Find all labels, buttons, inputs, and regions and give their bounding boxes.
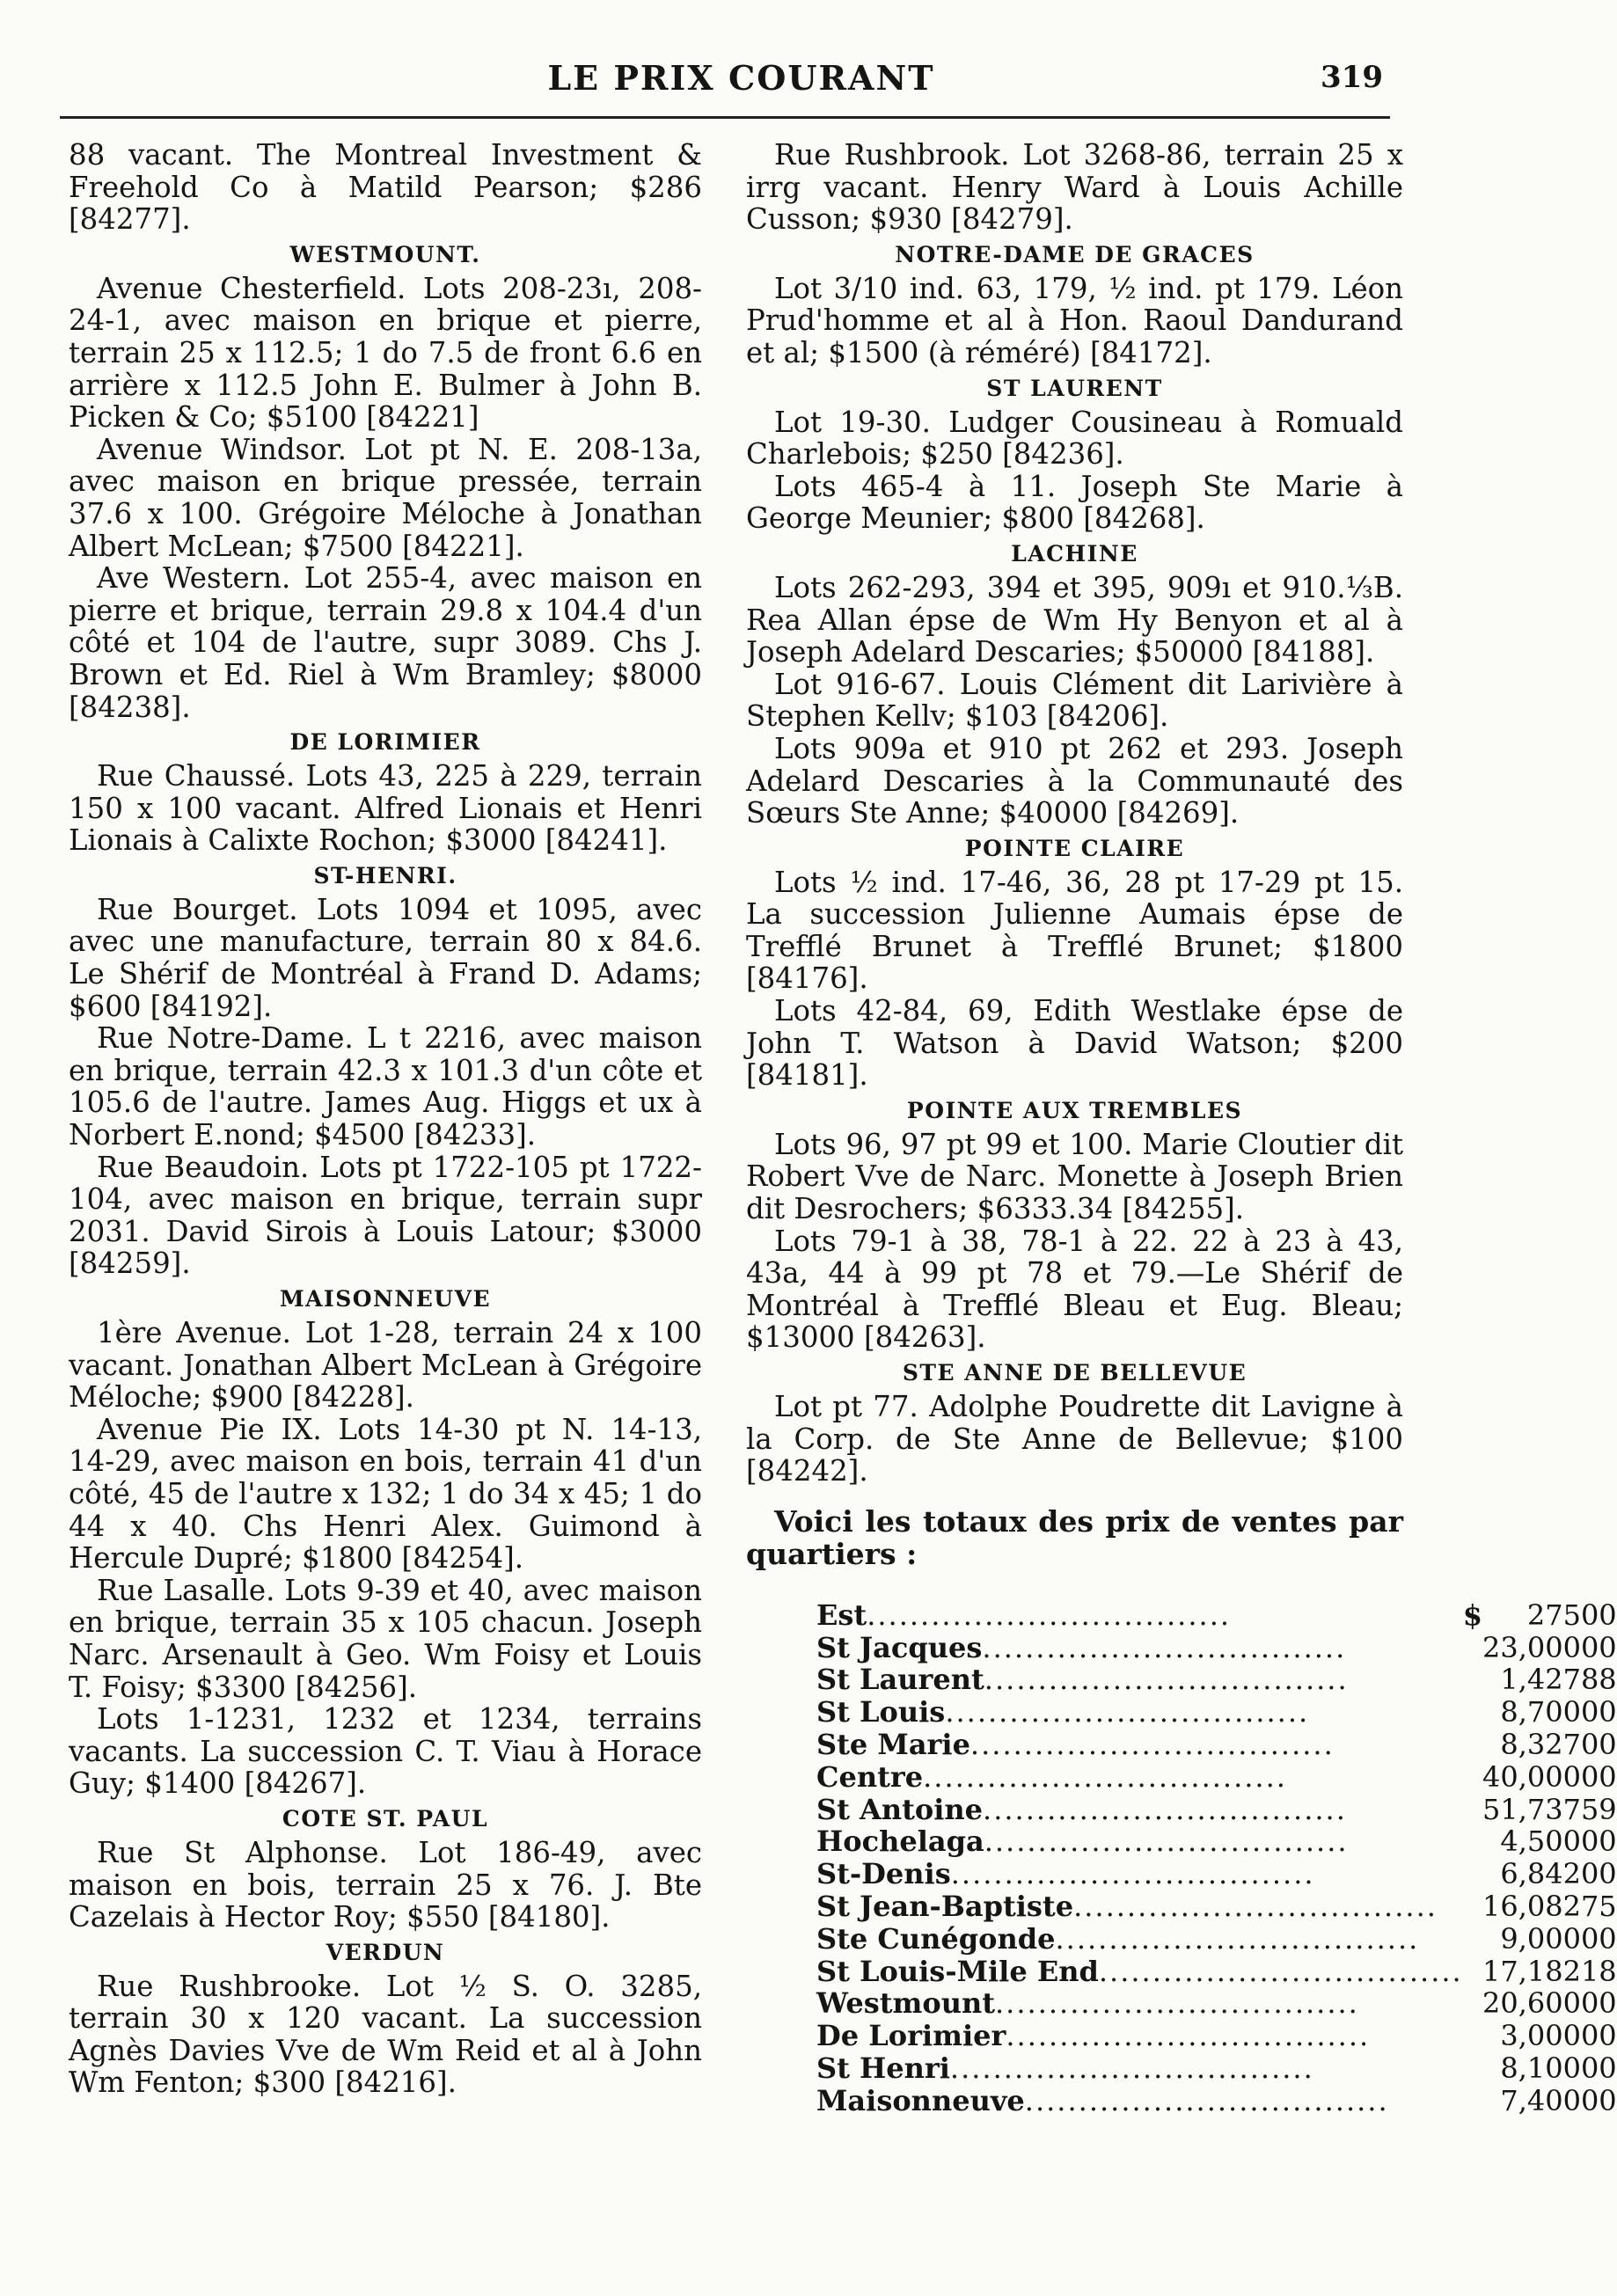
quarter-name: St Antoine — [816, 1792, 984, 1826]
leader-dots: .................................. — [1098, 1954, 1463, 1988]
section-heading-pointe-claire: POINTE CLAIRE — [964, 835, 1185, 861]
totals-table — [816, 1599, 1617, 2117]
totals-row — [816, 1858, 1617, 1890]
leader-dots: .................................. — [984, 1663, 1349, 1697]
totals-row — [816, 2052, 1617, 2085]
sale-entry: Lots 96, 97 pt 99 et 100. Marie Cloutier dit Robert Vve de Narc. Monette à Joseph Brien dit Desrochers; $6333.34 [84255]. — [746, 1127, 1403, 1226]
leader-dots: .................................. — [1055, 1921, 1420, 1956]
quarter-name: St Laurent — [816, 1663, 984, 1697]
sale-entry: 88 vacant. The Montreal Investment & Freehold Co à Matild Pearson; $286 [84277]. — [69, 138, 702, 237]
sale-entry: Lots ½ ind. 17-46, 36, 28 pt 17-29 pt 15. La succession Julienne Aumais épse de Trefflé Brunet à Trefflé Brunet; $1800 [84176]. — [746, 865, 1403, 996]
sale-entry: Lots 42-84, 69, Edith Westlake épse de John T. Watson à David Watson; $200 [84181]. — [746, 994, 1403, 1093]
section-heading-cote-st-paul: COTE ST. PAUL — [282, 1805, 489, 1832]
total-cents: 18 — [1580, 1954, 1617, 1988]
sale-entry: Lots 262-293, 394 et 395, 909ı et 910.⅓B. Rea Allan épse de Wm Hy Benyon et al à Joseph Adelard Descaries; $50000 [84188]. — [746, 570, 1403, 669]
section-heading-westmount: WESTMOUNT. — [289, 241, 481, 267]
quarter-name: St Jacques — [816, 1630, 983, 1664]
quarter-name: St Louis-Mile End — [816, 1954, 1099, 1988]
section-heading-lachine: LACHINE — [1011, 540, 1138, 567]
totals-row — [816, 1923, 1617, 1956]
total-amount: 7,400 — [1500, 2083, 1581, 2117]
sale-entry: Avenue Windsor. Lot pt N. E. 208-13a, avec maison en brique pressée, terrain 37.6 x 100. Grégoire Méloche à Jonathan Albert McLean; $7500 [84221]. — [69, 432, 702, 563]
total-cents: 59 — [1580, 1792, 1617, 1826]
section-heading-st-laurent: ST LAURENT — [986, 375, 1163, 401]
total-amount: 8,100 — [1500, 2051, 1581, 2085]
section-heading-verdun: VERDUN — [326, 1939, 445, 1965]
quarter-name: Westmount — [816, 1986, 995, 2021]
total-cents: 00 — [1580, 1824, 1617, 1859]
total-amount: 6,842 — [1500, 1857, 1581, 1891]
section-heading-pointe-aux-trembles: POINTE AUX TREMBLES — [906, 1097, 1243, 1123]
quarter-name: Hochelaga — [816, 1824, 984, 1859]
total-cents: 00 — [1580, 2051, 1617, 2085]
leader-dots: .................................. — [923, 1759, 1287, 1794]
total-cents: 88 — [1580, 1663, 1617, 1697]
leader-dots: .................................. — [949, 2051, 1314, 2085]
page-number: 319 — [1321, 60, 1383, 95]
quarter-name: St-Denis — [816, 1857, 951, 1891]
total-amount: 17,182 — [1482, 1954, 1581, 1988]
sale-entry: Lot pt 77. Adolphe Poudrette dit Lavigne à la Corp. de Ste Anne de Bellevue; $100 [84242]. — [746, 1390, 1403, 1488]
currency-symbol: $ — [1462, 1598, 1482, 1632]
total-amount: 4,500 — [1500, 1824, 1581, 1859]
totals-row — [816, 1664, 1617, 1696]
sale-entry: Rue St Alphonse. Lot 186-49, avec maison en bois, terrain 25 x 76. J. Bte Cazelais à Hector Roy; $550 [84180]. — [69, 1835, 702, 1934]
totals-row — [816, 1599, 1617, 1632]
total-amount: 9,000 — [1500, 1921, 1581, 1956]
section-heading-maisonneuve: MAISONNEUVE — [279, 1286, 492, 1312]
totals-row — [816, 1825, 1617, 1858]
total-cents: 00 — [1580, 1986, 1617, 2021]
sale-entry: Rue Chaussé. Lots 43, 225 à 229, terrain 150 x 100 vacant. Alfred Lionais et Henri Lionais à Calixte Rochon; $3000 [84241]. — [69, 759, 702, 858]
left-column — [69, 139, 702, 2099]
totals-row — [816, 1696, 1617, 1729]
total-amount: 23,000 — [1482, 1630, 1581, 1664]
sale-entry: Rue Notre-Dame. L t 2216, avec maison en brique, terrain 42.3 x 101.3 d'un côte et 105.6 de l'autre. James Aug. Higgs et ux à Norbert E.nond; $4500 [84233]. — [69, 1021, 702, 1152]
totals-row — [816, 1729, 1617, 1761]
sale-entry: 1ère Avenue. Lot 1-28, terrain 24 x 100 vacant. Jonathan Albert McLean à Grégoire Méloche; $900 [84228]. — [69, 1316, 702, 1415]
totals-row — [816, 1987, 1617, 2020]
sale-entry: Lot 3/10 ind. 63, 179, ½ ind. pt 179. Léon Prud'homme et al à Hon. Raoul Dandurand et al; $1500 (à réméré) [84172]. — [746, 271, 1403, 369]
quarter-name: Est — [816, 1598, 867, 1632]
section-heading-de-lorimier: DE LORIMIER — [289, 729, 481, 756]
section-heading-notre-dame-de-graces: NOTRE-DAME DE GRACES — [895, 241, 1255, 267]
quarter-name: St Louis — [816, 1695, 946, 1729]
section-heading-st-henri: ST-HENRI. — [313, 862, 457, 888]
header-rule — [60, 116, 1390, 119]
sale-entry: Ave Western. Lot 255-4, avec maison en pierre et brique, terrain 29.8 x 104.4 d'un côté et 104 de l'autre, supr 3089. Chs J. Brown et Ed. Riel à Wm Bramley; $8000 [84238]. — [69, 561, 702, 724]
total-amount: 8,700 — [1500, 1695, 1581, 1729]
totals-row — [816, 1956, 1617, 1988]
sale-entry: Lots 1-1231, 1232 et 1234, terrains vacants. La succession C. T. Viau à Horace Guy; $1400 [84267]. — [69, 1702, 702, 1801]
total-cents: 00 — [1580, 1921, 1617, 1956]
totals-row — [816, 2085, 1617, 2117]
total-cents: 00 — [1580, 1598, 1617, 1632]
totals-row — [816, 1632, 1617, 1664]
section-heading-ste-anne-de-bellevue: STE ANNE DE BELLEVUE — [902, 1360, 1248, 1386]
leader-dots: .................................. — [969, 1727, 1335, 1761]
totals-row — [816, 1794, 1617, 1826]
total-amount: 275 — [1526, 1598, 1581, 1632]
total-amount: 40,000 — [1482, 1759, 1581, 1794]
leader-dots: .................................. — [950, 1857, 1315, 1891]
total-cents: 00 — [1580, 1857, 1617, 1891]
total-cents: 00 — [1580, 2083, 1617, 2117]
quarter-name: Ste Cunégonde — [816, 1921, 1056, 1956]
leader-dots: .................................. — [867, 1598, 1232, 1632]
sale-entry: Rue Beaudoin. Lots pt 1722-105 pt 1722-104, avec maison en brique, terrain supr 2031. David Sirois à Louis Latour; $3000 [84259]. — [69, 1150, 702, 1281]
total-cents: 00 — [1580, 1759, 1617, 1794]
sale-entry: Avenue Pie IX. Lots 14-30 pt N. 14-13, 14-29, avec maison en bois, terrain 41 d'un côté, 45 de l'autre x 132; 1 do 34 x 45; 1 do 44 x 40. Chs Henri Alex. Guimond à Hercule Dupré; $1800 [84254]. — [69, 1412, 702, 1576]
sale-entry: Rue Rushbrooke. Lot ½ S. O. 3285, terrain 30 x 120 vacant. La succession Agnès Davies Vve de Wm Reid et al à John Wm Fenton; $300 [84216]. — [69, 1969, 702, 2100]
total-amount: 51,737 — [1482, 1792, 1581, 1826]
totals-row — [816, 1761, 1617, 1794]
total-cents: 75 — [1580, 1889, 1617, 1923]
sale-entry: Rue Rushbrook. Lot 3268-86, terrain 25 x irrg vacant. Henry Ward à Louis Achille Cusson; $930 [84279]. — [746, 138, 1403, 237]
quarter-name: De Lorimier — [816, 2019, 1006, 2053]
total-amount: 16,082 — [1482, 1889, 1581, 1923]
totals-row — [816, 2020, 1617, 2052]
total-amount: 1,427 — [1500, 1663, 1581, 1697]
leader-dots: .................................. — [983, 1792, 1347, 1826]
sale-entry: Avenue Chesterfield. Lots 208-23ı, 208-24-1, avec maison en brique et pierre, terrain 25 x 112.5; 1 do 7.5 de front 6.6 en arrière x 112.5 John E. Bulmer à John B. Picken & Co; $5100 [84221] — [69, 271, 702, 435]
leader-dots: .................................. — [982, 1630, 1347, 1664]
total-cents: 00 — [1580, 2019, 1617, 2053]
leader-dots: .................................. — [1006, 2019, 1371, 2053]
quarter-name: Maisonneuve — [816, 2083, 1025, 2117]
sale-entry: Lot 19-30. Ludger Cousineau à Romuald Charlebois; $250 [84236]. — [746, 405, 1403, 472]
leader-dots: .................................. — [995, 1986, 1359, 2021]
quarter-name: Ste Marie — [816, 1727, 970, 1761]
leader-dots: .................................. — [984, 1824, 1349, 1859]
leader-dots: .................................. — [1024, 2083, 1389, 2117]
sale-entry: Lots 909a et 910 pt 262 et 293. Joseph Adelard Descaries à la Communauté des Sœurs Ste Anne; $40000 [84269]. — [746, 731, 1403, 830]
quarter-name: St Jean-Baptiste — [816, 1889, 1074, 1923]
total-amount: 20,600 — [1482, 1986, 1581, 2021]
totals-intro: Voici les totaux des prix de ventes par quartiers : — [746, 1503, 1403, 1571]
totals-row — [816, 1890, 1617, 1923]
total-cents: 00 — [1580, 1630, 1617, 1664]
quarter-name: Centre — [816, 1759, 924, 1794]
quarter-name: St Henri — [816, 2051, 950, 2085]
sale-entry: Rue Bourget. Lots 1094 et 1095, avec avec une manufacture, terrain 80 x 84.6. Le Shérif de Montréal à Frand D. Adams; $600 [84192]. — [69, 892, 702, 1023]
total-amount: 8,327 — [1500, 1727, 1581, 1761]
right-column — [746, 138, 1617, 2117]
sale-entry: Lot 916-67. Louis Clément dit Larivière à Stephen Kellv; $103 [84206]. — [746, 667, 1403, 734]
total-cents: 00 — [1580, 1727, 1617, 1761]
total-amount: 3,000 — [1500, 2019, 1581, 2053]
sale-entry: Lots 79-1 à 38, 78-1 à 22. 22 à 23 à 43, 43a, 44 à 99 pt 78 et 79.—Le Shérif de Montréal à Trefflé Bleau et Eug. Bleau; $13000 [84263]. — [746, 1224, 1403, 1355]
sale-entry: Rue Lasalle. Lots 9-39 et 40, avec maison en brique, terrain 35 x 105 chacun. Joseph Narc. Arsenault à Geo. Wm Foisy et Louis T. Foisy; $3300 [84256]. — [69, 1573, 702, 1704]
leader-dots: .................................. — [945, 1695, 1310, 1729]
running-title: LE PRIX COURANT — [547, 58, 935, 98]
leader-dots: .................................. — [1073, 1889, 1438, 1923]
total-cents: 00 — [1580, 1695, 1617, 1729]
sale-entry: Lots 465-4 à 11. Joseph Ste Marie à George Meunier; $800 [84268]. — [746, 469, 1403, 536]
